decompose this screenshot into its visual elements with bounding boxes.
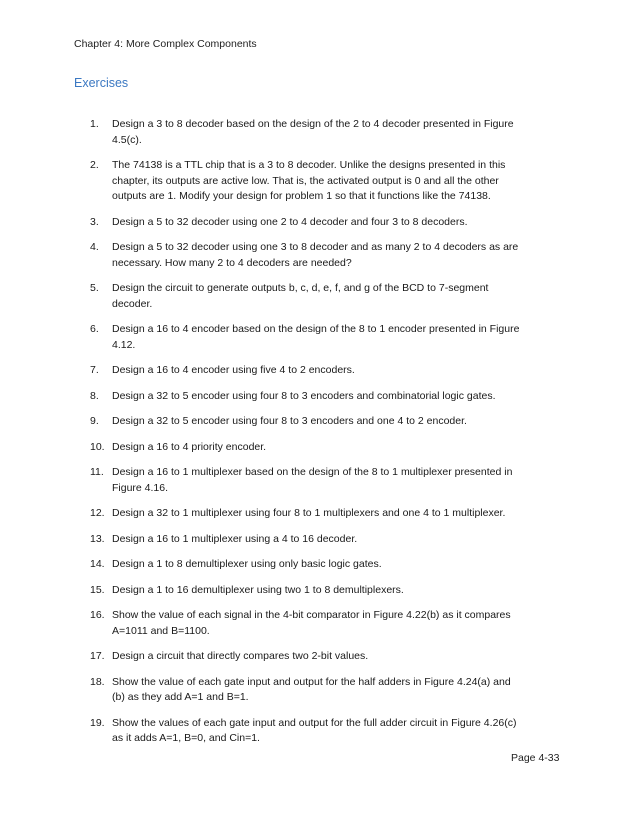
exercise-item (0, 414, 630, 430)
exercise-text (112, 240, 550, 271)
exercise-item (0, 363, 630, 379)
exercise-text (112, 557, 550, 573)
exercise-number: 16. (90, 609, 105, 621)
exercise-line: Design a 16 to 1 multiplexer using a 4 to 16 decoder. (112, 532, 358, 545)
exercise-item (0, 716, 630, 747)
exercise-item (0, 322, 630, 353)
exercise-number: 2. (90, 159, 99, 171)
exercise-text (112, 583, 550, 599)
exercise-item (0, 440, 630, 456)
exercise-number: 12. (90, 507, 105, 519)
exercise-item (0, 465, 630, 496)
exercise-text (112, 117, 550, 148)
exercise-line: Design a 32 to 5 encoder using four 8 to 3 encoders and combinatorial logic gates. (112, 389, 496, 402)
exercise-line: necessary. How many 2 to 4 decoders are needed? (112, 256, 352, 269)
exercise-line: chapter, its outputs are active low. That is, the activated output is 0 and all the other (112, 174, 499, 187)
exercise-number: 10. (90, 440, 105, 453)
exercise-number: 1. (90, 118, 99, 130)
exercise-number: 18. (90, 675, 105, 688)
exercise-line: Design a 1 to 16 demultiplexer using two 1 to 8 demultiplexers. (112, 583, 404, 596)
exercise-line: outputs are 1. Modify your design for problem 1 so that it functions like the 74138. (112, 190, 491, 202)
exercise-text (112, 465, 550, 496)
exercise-item (0, 583, 630, 599)
exercise-number: 17. (90, 650, 105, 662)
exercise-item (0, 215, 630, 231)
exercise-line: Show the value of each signal in the 4-bit comparator in Figure 4.22(b) as it compares (112, 609, 511, 621)
exercise-text (112, 649, 550, 665)
exercise-number: 7. (90, 364, 99, 376)
exercise-text (112, 532, 550, 548)
exercise-item (0, 675, 630, 706)
exercise-line: Design a 1 to 8 demultiplexer using only basic logic gates. (112, 558, 382, 570)
exercise-line: Design a 16 to 4 priority encoder. (112, 440, 267, 453)
exercise-number: 19. (90, 716, 105, 729)
exercise-number: 4. (90, 241, 99, 253)
exercise-list (0, 117, 630, 747)
exercise-text (112, 608, 550, 639)
exercise-number: 13. (90, 532, 105, 545)
exercise-text (112, 363, 550, 379)
exercise-line: The 74138 is a TTL chip that is a 3 to 8 decoder. Unlike the designs presented in this (112, 159, 506, 171)
exercise-item (0, 608, 630, 639)
exercise-line: Design a 16 to 4 encoder based on the design of the 8 to 1 encoder presented in Figure (112, 323, 520, 335)
exercise-line: (b) as they add A=1 and B=1. (112, 691, 249, 703)
exercise-item (0, 389, 630, 405)
exercise-item (0, 557, 630, 573)
exercise-item (0, 158, 630, 205)
exercise-line: Design a 3 to 8 decoder based on the design of the 2 to 4 decoder presented in Figure (112, 118, 514, 130)
exercise-number: 9. (90, 415, 99, 427)
exercise-line: Design a 16 to 4 encoder using five 4 to 2 encoders. (112, 364, 355, 376)
exercise-item (0, 117, 630, 148)
exercise-number: 14. (90, 558, 105, 570)
exercise-number: 3. (90, 215, 99, 228)
page-number: Page 4-33 (511, 752, 560, 764)
exercise-text (112, 716, 550, 747)
exercise-line: A=1011 and B=1100. (112, 624, 210, 637)
exercise-line: as it adds A=1, B=0, and Cin=1. (112, 732, 260, 744)
exercise-item (0, 506, 630, 522)
exercise-number: 11. (90, 466, 104, 478)
exercise-item (0, 532, 630, 548)
exercise-line: 4.5(c). (112, 133, 142, 146)
exercise-line: Show the value of each gate input and output for the half adders in Figure 4.24(a) and (112, 675, 511, 688)
exercise-line: Design a 5 to 32 decoder using one 2 to 4 decoder and four 3 to 8 decoders. (112, 215, 468, 228)
exercise-line: decoder. (112, 297, 153, 310)
exercise-number: 6. (90, 323, 99, 335)
exercise-line: Design a 5 to 32 decoder using one 3 to 8 decoder and as many 2 to 4 decoders as are (112, 241, 519, 253)
exercise-item (0, 240, 630, 271)
exercise-line: Design a 32 to 5 encoder using four 8 to 3 encoders and one 4 to 2 encoder. (112, 415, 467, 427)
exercise-line: Show the values of each gate input and output for the full adder circuit in Figure 4.26(c) (112, 716, 517, 729)
exercise-text (112, 440, 550, 456)
exercise-line: Design a 32 to 1 multiplexer using four 8 to 1 multiplexers and one 4 to 1 multiplexer. (112, 507, 506, 519)
exercise-line: 4.12. (112, 338, 136, 351)
exercise-line: Figure 4.16. (112, 481, 169, 494)
exercise-number: 8. (90, 389, 99, 402)
exercise-text (112, 389, 550, 405)
exercise-line: Design the circuit to generate outputs b, c, d, e, f, and g of the BCD to 7-segment (112, 282, 489, 294)
exercise-line: Design a circuit that directly compares two 2-bit values. (112, 650, 369, 662)
exercise-item (0, 281, 630, 312)
exercise-text (112, 322, 550, 353)
exercise-number: 15. (90, 583, 105, 596)
running-header: Chapter 4: More Complex Components (74, 38, 257, 50)
exercise-number: 5. (90, 282, 99, 294)
section-title: Exercises (74, 76, 129, 90)
exercise-line: Design a 16 to 1 multiplexer based on the design of the 8 to 1 multiplexer presented in (112, 466, 513, 478)
exercise-text (112, 281, 550, 312)
exercise-item (0, 649, 630, 665)
exercise-text (112, 158, 550, 205)
exercise-text (112, 675, 550, 706)
exercise-text (112, 414, 550, 430)
exercise-text (112, 506, 550, 522)
exercise-text (112, 215, 550, 231)
